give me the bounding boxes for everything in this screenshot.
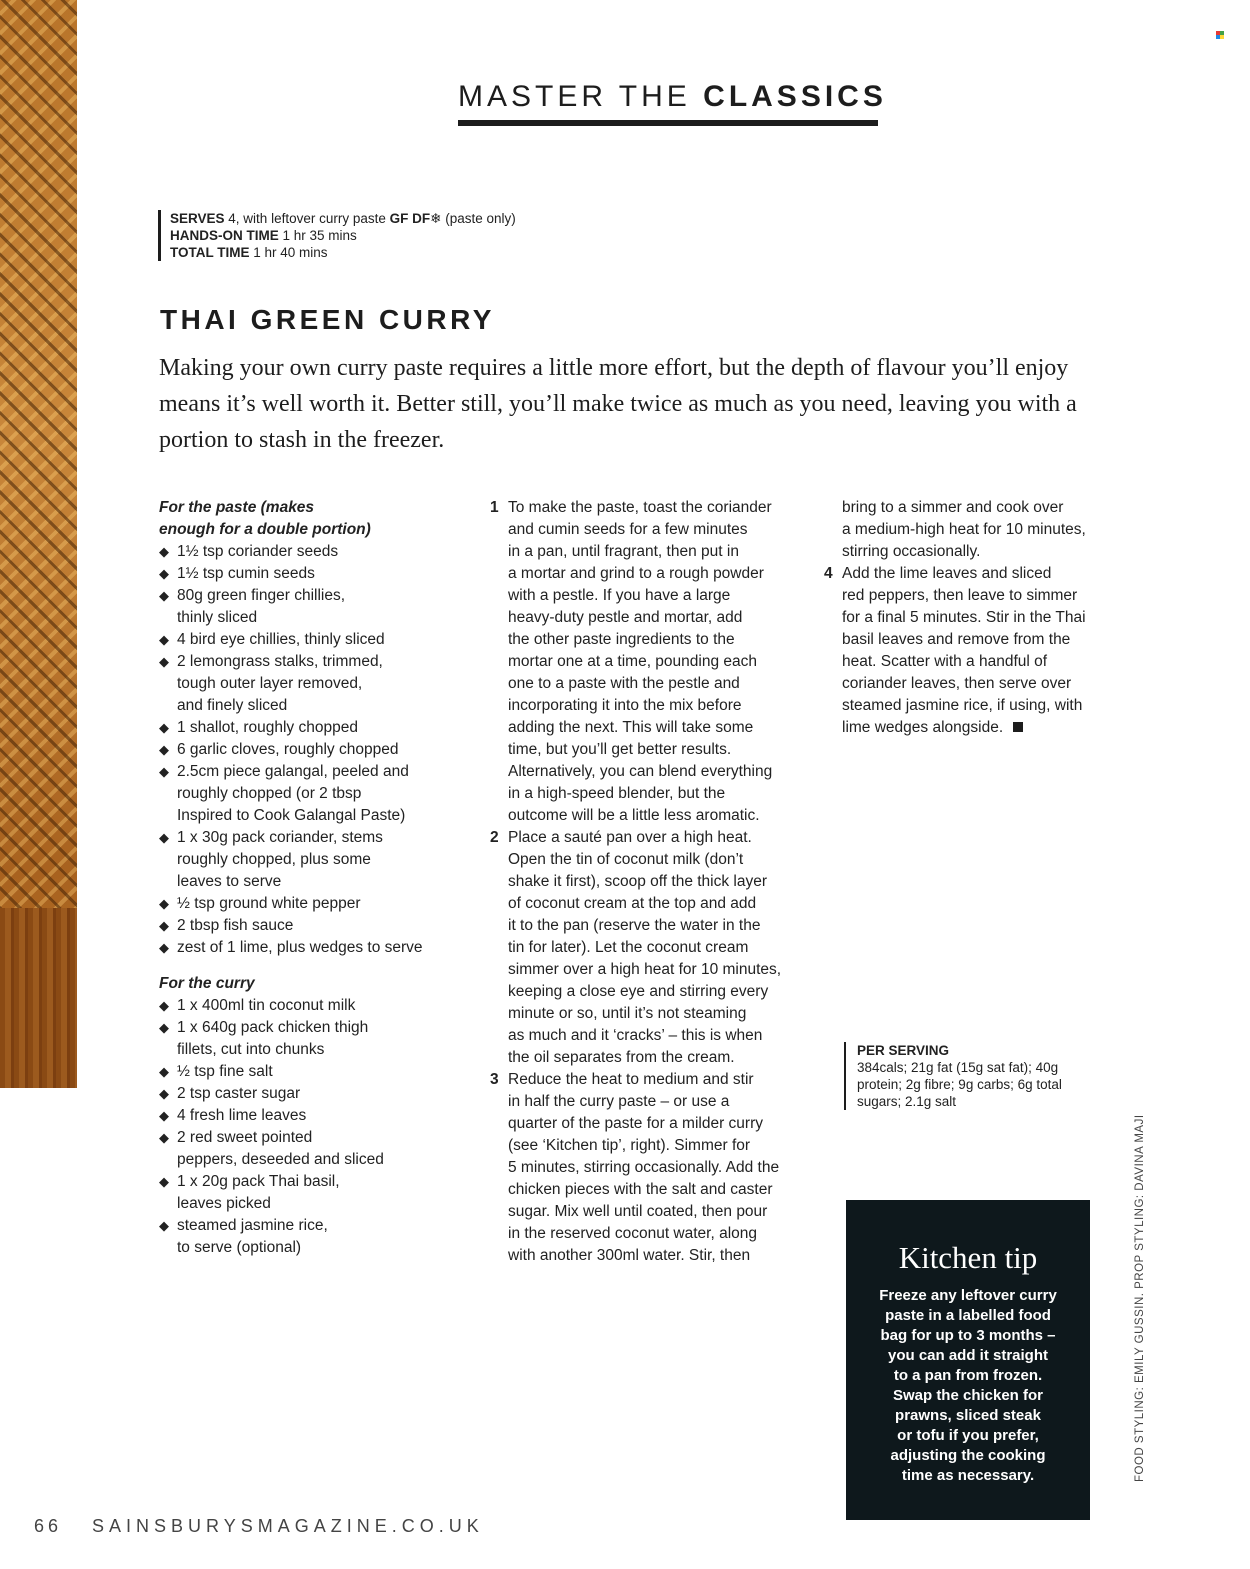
magazine-url: SAINSBURYSMAGAZINE.CO.UK (92, 1516, 484, 1536)
paste-heading-cont: enough for a double portion) (159, 521, 371, 538)
ingredient-item (159, 1171, 459, 1215)
ingredients-column (159, 497, 459, 1259)
ingredient-text: ½ tsp fine salt (177, 1063, 273, 1080)
bullet-icon: ◆ (159, 830, 169, 845)
ingredient-item (159, 651, 459, 717)
ingredient-text: steamed jasmine rice, to serve (optional) (177, 1217, 328, 1256)
nutrition-info: PER SERVING 384cals; 21g fat (15g sat fat); 40g protein; 2g fibre; 9g carbs; 6g total sugars; 2.1g salt (844, 1042, 1097, 1110)
page-footer (34, 1516, 484, 1537)
bullet-icon: ◆ (159, 720, 169, 735)
diet-tags: GF DF (389, 211, 431, 226)
snowflake-icon: ❄ (430, 211, 442, 226)
ingredient-item (159, 585, 459, 629)
bullet-icon: ◆ (159, 1218, 169, 1233)
ingredient-text: 1 x 400ml tin coconut milk (177, 997, 356, 1014)
ingredient-item (159, 1127, 459, 1171)
ingredient-text: 1 shallot, roughly chopped (177, 719, 358, 736)
kitchen-tip-body: Freeze any leftover curry paste in a labelled food bag for up to 3 months – you can add it straight to a pan from frozen. Swap the chicken for prawns, sliced steak or tofu if you prefer, adjusting the cooking time as necessary. (879, 1287, 1057, 1484)
method-step (490, 827, 810, 1069)
bullet-icon: ◆ (159, 632, 169, 647)
recipe-title: THAI GREEN CURRY (160, 304, 495, 335)
paste-ingredient-list (159, 541, 459, 959)
step-number: 3 (490, 1071, 499, 1088)
ingredient-text: 2 red sweet pointed peppers, deseeded and sliced (177, 1129, 384, 1168)
bullet-icon: ◆ (159, 1130, 169, 1145)
bullet-icon: ◆ (159, 918, 169, 933)
step-number: 4 (824, 565, 833, 582)
bullet-icon: ◆ (159, 588, 169, 603)
ingredient-text: zest of 1 lime, plus wedges to serve (177, 939, 423, 956)
kitchen-tip-box (846, 1200, 1090, 1520)
bullet-icon: ◆ (159, 742, 169, 757)
ingredient-item (159, 1215, 459, 1259)
ingredient-text: ½ tsp ground white pepper (177, 895, 361, 912)
ingredient-text: 1 x 30g pack coriander, stems roughly chopped, plus some leaves to serve (177, 829, 383, 890)
bullet-icon: ◆ (159, 544, 169, 559)
curry-ingredient-list (159, 995, 459, 1259)
ingredient-item (159, 1083, 459, 1105)
method-column (490, 497, 810, 1267)
kitchen-tip-title: Kitchen tip (898, 1240, 1038, 1275)
ingredient-item (159, 1017, 459, 1061)
step-text: Reduce the heat to medium and stir in half the curry paste – or use a quarter of the paste for a milder curry (see ‘Kitchen tip’, right). Simmer for 5 minutes, stirring occasionally. Add the chicken pieces with the salt and caster sugar. Mix well until coated, then pour in the reserved coconut water, along with another 300ml water. Stir, then (508, 1071, 780, 1264)
ingredient-item (159, 629, 459, 651)
section-header (458, 80, 887, 114)
color-registration-icon (1216, 31, 1224, 39)
bullet-icon: ◆ (159, 566, 169, 581)
ingredient-text: 1 x 20g pack Thai basil, leaves picked (177, 1173, 340, 1212)
section-title: MASTER THE CLASSICS (458, 80, 887, 113)
bullet-icon: ◆ (159, 1086, 169, 1101)
ingredient-item (159, 717, 459, 739)
ingredient-item (159, 541, 459, 563)
ingredient-item (159, 563, 459, 585)
wooden-table (0, 908, 77, 1088)
recipe-intro: Making your own curry paste requires a little more effort, but the depth of flavour you’ll enjoy means it’s well worth it. Better still, you’ll make twice as much as you need, leaving you with a portion to stash in the freezer. (159, 355, 1077, 453)
bullet-icon: ◆ (159, 1020, 169, 1035)
bullet-icon: ◆ (159, 940, 169, 955)
step-number: 1 (490, 499, 499, 516)
ingredient-item (159, 995, 459, 1017)
step-text: Place a sauté pan over a high heat. Open the tin of coconut milk (don’t shake it first), scoop off the thick layer of coconut cream at the top and add it to the pan (reserve the water in the tin for later). Let the coconut cream simmer over a high heat for 10 minutes, keeping a close eye and stirring every minute or so, until it’s not steaming as much and it ‘cracks’ – this is when the oil separates from the cream. (508, 829, 782, 1066)
ingredient-text: 80g green finger chillies, thinly sliced (177, 587, 346, 626)
step-text: To make the paste, toast the coriander and cumin seeds for a few minutes in a pan, until fragrant, then put in a mortar and grind to a rough powder with a pestle. If you have a large heavy-duty pestle and mortar, add the other paste ingredients to the mortar one at a time, pounding each one to a paste with the pestle and incorporating it into the mix before adding the next. This will take some time, but you’ll get better results. Alternatively, you can blend everything in a high-speed blender, but the outcome will be a little less aromatic. (508, 499, 773, 824)
styling-credits: FOOD STYLING: EMILY GUSSIN. PROP STYLING: DAVINA MAJI (1134, 1114, 1146, 1482)
basket-photo-strip (0, 0, 77, 1088)
recipe-meta: SERVES 4, with leftover curry paste GF DF❄ (paste only) HANDS-ON TIME 1 hr 35 mins TOTAL TIME 1 hr 40 mins (158, 210, 516, 261)
bullet-icon: ◆ (159, 998, 169, 1013)
ingredient-text: 4 bird eye chillies, thinly sliced (177, 631, 385, 648)
method-column-continued (824, 497, 1114, 739)
ingredient-text: 4 fresh lime leaves (177, 1107, 307, 1124)
header-rule (458, 120, 878, 126)
ingredient-item (159, 739, 459, 761)
ingredient-text: 2.5cm piece galangal, peeled and roughly chopped (or 2 tbsp Inspired to Cook Galangal Paste) (177, 763, 409, 824)
ingredient-item (159, 937, 459, 959)
page-number: 66 (34, 1516, 63, 1536)
bullet-icon: ◆ (159, 1174, 169, 1189)
bullet-icon: ◆ (159, 1064, 169, 1079)
ingredient-text: 1½ tsp coriander seeds (177, 543, 339, 560)
ingredient-text: 1½ tsp cumin seeds (177, 565, 315, 582)
ingredient-item (159, 893, 459, 915)
curry-heading: For the curry (159, 975, 255, 992)
bullet-icon: ◆ (159, 896, 169, 911)
ingredient-text: 2 lemongrass stalks, trimmed, tough outer layer removed, and finely sliced (177, 653, 383, 714)
bullet-icon: ◆ (159, 654, 169, 669)
method-step-3-cont: bring to a simmer and cook over a medium-high heat for 10 minutes, stirring occasionally. (842, 499, 1086, 560)
paste-heading: For the paste (makes (159, 499, 315, 516)
ingredient-item (159, 1061, 459, 1083)
method-step-4: 4 Add the lime leaves and sliced red peppers, then leave to simmer for a final 5 minutes. Stir in the Thai basil leaves and remove from the heat. Scatter with a handful of coriander leaves, then serve over steamed jasmine rice, if using, with lime wedges alongside. (824, 563, 1114, 739)
bullet-icon: ◆ (159, 1108, 169, 1123)
ingredient-item (159, 827, 459, 893)
end-mark-icon (1013, 722, 1023, 732)
ingredient-text: 1 x 640g pack chicken thigh fillets, cut into chunks (177, 1019, 369, 1058)
ingredient-item (159, 761, 459, 827)
bullet-icon: ◆ (159, 764, 169, 779)
step-number: 2 (490, 829, 499, 846)
method-step (490, 497, 810, 827)
ingredient-item (159, 915, 459, 937)
ingredient-text: 2 tbsp fish sauce (177, 917, 294, 934)
method-steps (490, 497, 810, 1267)
ingredient-item (159, 1105, 459, 1127)
ingredient-text: 6 garlic cloves, roughly chopped (177, 741, 399, 758)
ingredient-text: 2 tsp caster sugar (177, 1085, 301, 1102)
method-step (490, 1069, 810, 1267)
